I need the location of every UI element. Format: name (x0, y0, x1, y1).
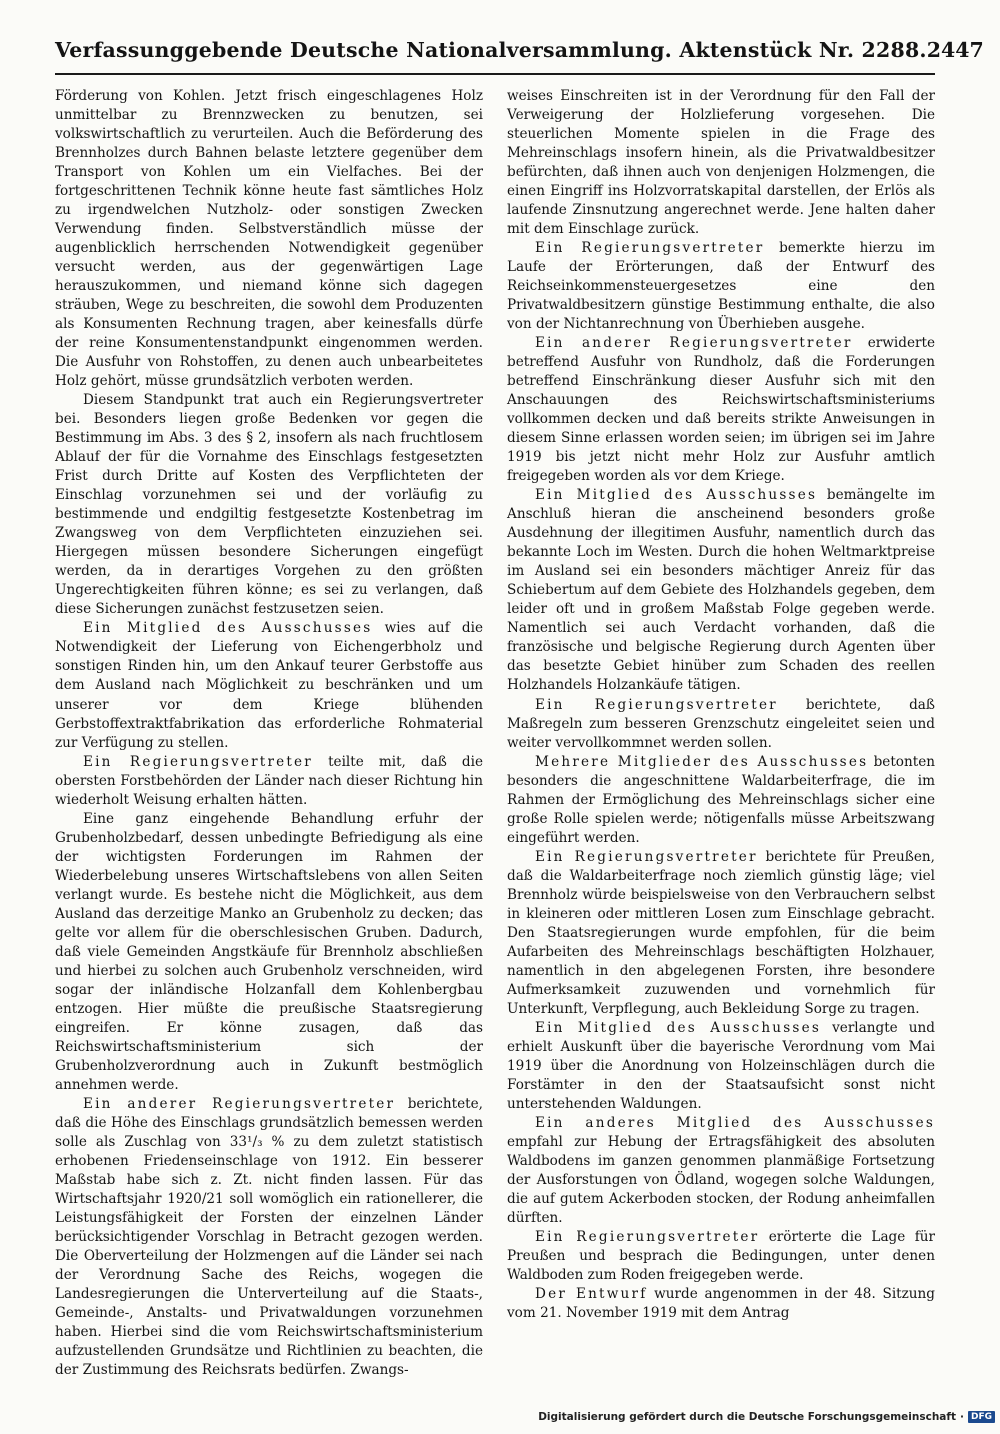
running-header (55, 38, 984, 75)
paragraph (55, 753, 483, 810)
paragraph (55, 810, 483, 1095)
speaker: Ein anderer Regierungsvertreter (83, 1095, 396, 1112)
paragraph (507, 239, 935, 334)
speaker: Ein anderes Mitglied des Ausschusses (535, 1114, 935, 1131)
paragraph-text: bemerkte hierzu im Laufe der Erörterungen, daß der Entwurf des Reichseinkommensteuergesetzes eine den Privatwaldbesitzern günstige Bestimmung enthalte, die also von der Nichtanrechnung von Überhieben ausgehe. (507, 240, 935, 333)
paragraph (507, 486, 935, 695)
paragraph-text: Förderung von Kohlen. Jetzt frisch eingeschlagenes Holz unmittelbar zu Brennzwecken zu benutzen, sei volkswirtschaftlich zu verurteilen. Auch die Beförderung des Brennholzes durch Bahnen belaste letztere gegenüber dem Transport von Kohlen um ein Vielfaches. Bei der fortgeschrittenen Technik könne heute fast sämtliches Holz zu irgendwelchen Nutzholz- oder sonstigen Zwecken Verwendung finden. Selbstverständlich müsse der augenblicklich herrschenden Notwendigkeit gegenüber versucht werden, aus der gegenwärtigen Lage herauszukommen, und niemand könne sich dagegen sträuben, Wege zu beschreiten, die sowohl dem Produzenten als Konsumenten Rechnung tragen, aber keinesfalls dürfe der reine Konsumentenstandpunkt eingenommen werden. Die Ausfuhr von Rohstoffen, zu denen auch unbearbeitetes Holz gehört, müsse grundsätzlich verboten werden. (55, 88, 483, 390)
header-title: Verfassunggebende Deutsche Nationalversammlung. Aktenstück Nr. 2288. (55, 38, 927, 62)
paragraph-text: empfahl zur Hebung der Ertragsfähigkeit des absoluten Waldbodens im ganzen genommen planmäßige Fortsetzung der Ausforstungen von Ödland, wogegen solche Waldungen, die auf gutem Ackerboden stocken, der Rodung anheimfallen dürften. (507, 1133, 935, 1226)
paragraph (507, 848, 935, 1019)
paragraph-text: erörterte die Lage für Preußen und besprach die Bedingungen, unter denen Waldboden zum Roden freigegeben werde. (507, 1228, 935, 1283)
paragraph (55, 87, 483, 391)
paragraph-text: berichtete, daß die Höhe des Einschlags grundsätzlich bemessen werden solle als Zuschlag von 33¹/₃ % zu dem zuletzt statistisch erhobenen Friedenseinschlage von 1912. Ein besserer Maßstab habe sich z. Zt. nicht finden lassen. Für das Wirtschaftsjahr 1920/21 soll womöglich ein rationellerer, die Leistungsfähigkeit der Forsten der einzelnen Länder berücksichtigender Vorschlag in Betracht gezogen werden. Die Oberverteilung der Holzmengen auf die Länder sei nach der Verordnung Sache des Reichs, wogegen die Landesregierungen die Unterverteilung auf die Staats-, Gemeinde-, Anstalts- und Privatwaldungen vorzunehmen haben. Hierbei sind die vom Reichswirtschaftsministerium aufzustellenden Grundsätze und Richtlinien zu beachten, die der Zustimmung des Reichsrats bedürfen. Zwangs- (55, 1095, 483, 1379)
paragraph-text: wies auf die Notwendigkeit der Lieferung von Eichengerbholz und sonstigen Rinden hin, um den Ankauf teurer Gerbstoffe aus dem Ausland nach Möglichkeit zu beschränken und um unserer vor dem Kriege blühenden Gerbstoffextraktfabrikation das erforderliche Rohmaterial zur Verfügung zu stellen. (55, 620, 484, 751)
paragraph-text: teilte mit, daß die obersten Forstbehörden der Länder nach dieser Richtung hin wiederholt Weisung erhalten hätten. (55, 753, 483, 808)
paragraph-text: verlangte und erhielt Auskunft über die bayerische Verordnung vom Mai 1919 über die Anordnung von Holzeinschlägen durch die Forstämter in den der Staatsaufsicht sonst nicht unterstehenden Waldungen. (507, 1019, 935, 1112)
page-number: 2447 (926, 38, 984, 62)
paragraph-text: Diesem Standpunkt trat auch ein Regierungsvertreter bei. Besonders liegen große Bedenken vor gegen die Bestimmung im Abs. 3 des § 2, insofern als nach fruchtlosem Ablauf der für die Vornahme des Einschlags festgesetzten Frist durch Dritte auf Kosten des Verpflichteten der Einschlag vorzunehmen sei und der vorläufig zu bestimmende und endgiltig festgesetzte Kostenbetrag im Zwangsweg von dem Verpflichteten einzuziehen sei. Hiergegen müssen besondere Sicherungen eingefügt werden, da in derartiges Vorgehen zu den größten Ungerechtigkeiten führen könne; es sei zu verlangen, daß diese Sicherungen zunächst festzusetzen seien. (55, 392, 483, 618)
paragraph (507, 696, 935, 753)
speaker: Ein Regierungsvertreter (535, 1228, 760, 1245)
speaker: Ein Mitglied des Ausschusses (83, 620, 373, 637)
speaker: Ein Regierungsvertreter (535, 240, 765, 257)
paragraph-text: betonten besonders die angeschnittene Waldarbeiterfrage, die im Rahmen der Ermöglichung des Mehreinschlags sicher eine große Rolle spielen werde; nötigenfalls müsse Arbeitszwang eingeführt werden. (507, 753, 935, 846)
paragraph-text: bemängelte im Anschluß hieran die anscheinend besonders große Ausdehnung der illegitimen Ausfuhr, namentlich durch das bekannte Loch im Westen. Durch die hohen Weltmarktpreise im Ausland sei ein besonders mächtiger Anreiz für das Schiebertum auf dem Gebiete des Holzhandels gegeben, dem leider oft und in großem Maßstab Folge gegeben werde. Namentlich sei auch Verdacht vorhanden, daß die französische und belgische Regierung durch Agenten über das besetzte Gebiet hinüber zum Schaden des reellen Holzhandels Holzankäufe tätigen. (507, 487, 935, 694)
paragraph (507, 1019, 935, 1114)
paragraph (507, 334, 935, 486)
paragraph-text: erwiderte betreffend Ausfuhr von Rundholz, daß die Forderungen betreffend Einschränkung dieser Ausfuhr sich mit den Anschauungen des Reichswirtschaftsministeriums vollkommen decken und daß bereits strikte Anweisungen in diesem Sinne erlassen worden seien; im übrigen sei im Jahre 1919 bis jetzt nicht mehr Holz zur Ausfuhr amtlich freigegeben worden als vor dem Kriege. (507, 335, 935, 485)
document-page (55, 38, 984, 1380)
speaker: Mehrere Mitglieder des Ausschusses (535, 753, 869, 770)
speaker: Ein Mitglied des Ausschusses (535, 1019, 822, 1036)
right-column (507, 87, 935, 1380)
paragraph (55, 391, 483, 619)
paragraph-text: berichtete, daß Maßregeln zum besseren Grenzschutz eingeleitet seien und weiter vervollkommnet werden sollen. (507, 696, 935, 751)
speaker: Ein Regierungsvertreter (83, 753, 313, 770)
speaker: Ein Regierungsvertreter (535, 696, 778, 713)
text-columns (55, 87, 935, 1380)
paragraph (507, 1285, 935, 1323)
footer: Digitalisierung gefördert durch die Deutsche Forschungsgemeinschaft · DFG (538, 1411, 995, 1423)
speaker: Der Entwurf (535, 1285, 648, 1302)
paragraph (55, 1095, 483, 1380)
footer-text: Digitalisierung gefördert durch die Deutsche Forschungsgemeinschaft (538, 1411, 956, 1423)
left-column (55, 87, 483, 1380)
paragraph-text: wurde angenommen in der 48. Sitzung vom 21. November 1919 mit dem Antrag (507, 1285, 935, 1321)
paragraph-text: Eine ganz eingehende Behandlung erfuhr der Grubenholzbedarf, dessen unbedingte Befriedigung als eine der wichtigsten Forderungen im Rahmen der Wiederbelebung unseres Wirtschaftslebens von allen Seiten verlangt wurde. Es bestehe nicht die Möglichkeit, aus dem Ausland das derzeitige Manko an Grubenholz zu decken; das gelte vor allem für die oberschlesischen Gruben. Dadurch, daß viele Gemeinden Angstkäufe für Brennholz abschließen und hierbei zu solchen auch Grubenholz verschneiden, wird sogar der inländische Holzanfall dem Kohlenbergbau entzogen. Hier müßte die preußische Staatsregierung eingreifen. Er könne zusagen, daß das Reichswirtschaftsministerium sich der Grubenholzverordnung auch in Zukunft bestmöglich annehmen werde. (55, 810, 483, 1093)
speaker: Ein Regierungsvertreter (535, 848, 758, 865)
paragraph (507, 1228, 935, 1285)
paragraph (507, 1114, 935, 1228)
paragraph (55, 619, 483, 752)
paragraph-text: berichtete für Preußen, daß die Waldarbeiterfrage noch ziemlich günstig läge; viel Brennholz würde beispielsweise von den Verbrauchern selbst in kleineren oder mittleren Losen zum Einschlage gebracht. Den Staatsregierungen wurde empfohlen, für die beim Aufarbeiten des Mehreinschlags beschäftigten Holzhauer, namentlich in den abgelegenen Forsten, ihre besondere Aufmerksamkeit zuzuwenden und vornehmlich für Unterkunft, Verpflegung, auch Bekleidung Sorge zu tragen. (507, 848, 935, 1017)
paragraph-text: weises Einschreiten ist in der Verordnung für den Fall der Verweigerung der Holzlieferung vorgesehen. Die steuerlichen Momente spielen in die Frage des Mehreinschlags insofern hinein, als die Privatwaldbesitzer befürchten, daß ihnen auch von denjenigen Holzmengen, die einen Eingriff ins Holzvorratskapital darstellen, der Erlös als laufende Zinsnutzung angerechnet werde. Jene halten daher mit dem Einschlage zurück. (507, 88, 935, 238)
dfg-logo: DFG (968, 1411, 995, 1423)
paragraph (507, 753, 935, 848)
speaker: Ein anderer Regierungsvertreter (535, 335, 853, 352)
paragraph (507, 87, 935, 239)
speaker: Ein Mitglied des Ausschusses (535, 487, 818, 504)
